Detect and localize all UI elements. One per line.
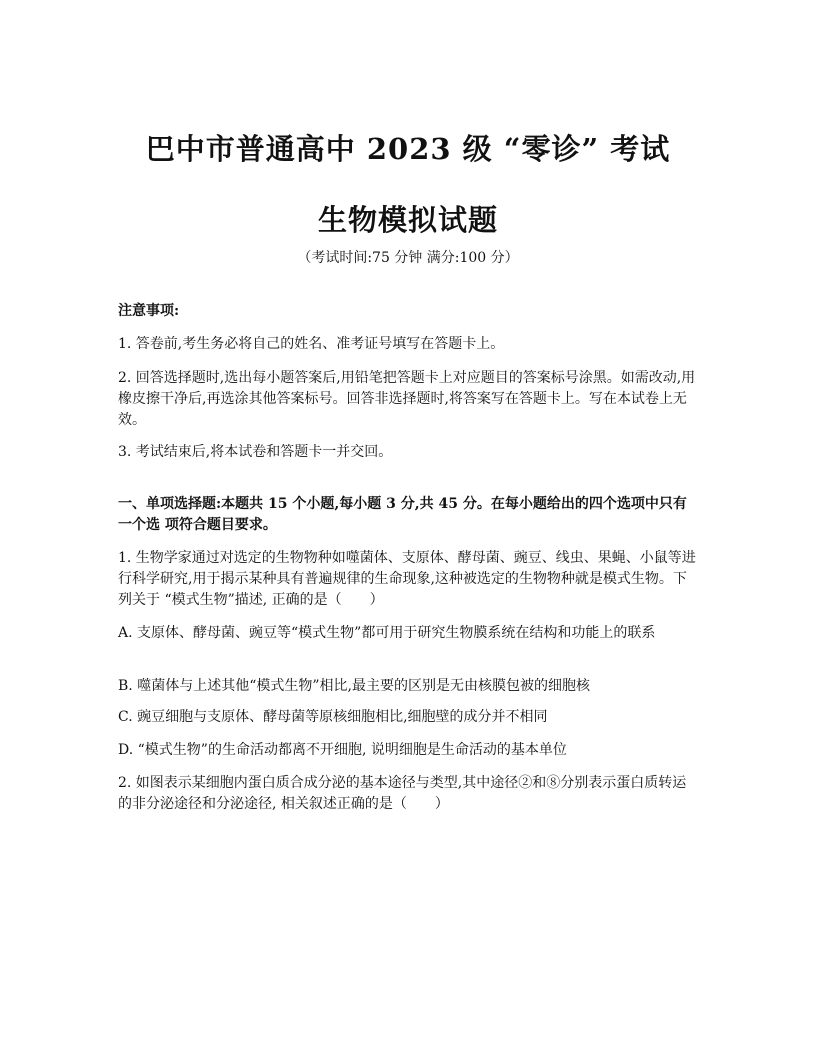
notice-item-2: 2. 回答选择题时,选出每小题答案后,用铅笔把答题卡上对应题目的答案标号涂黑。如需改动,用橡皮擦干净后,再选涂其他答案标号。回答非选择题时,将答案写在答题卡上。写在本试卷上无效。 [118,370,696,428]
question-1-option-b: B. 噬菌体与上述其他“模式生物”相比,最主要的区别是无由核膜包被的细胞核 [118,678,590,694]
notice-item-3: 3. 考试结束后,将本试卷和答题卡一并交回。 [118,444,393,460]
question-1-option-c: C. 豌豆细胞与支原体、酵母菌等原核细胞相比,细胞壁的成分并不相同 [118,709,548,725]
exam-time-score: （考试时间:75 分钟 满分:100 分） [297,250,519,266]
exam-subtitle: 生物模拟试题 [317,203,498,237]
question-1-option-a: A. 支原体、酵母菌、豌豆等“模式生物”都可用于研究生物膜系统在结构和功能上的联系 [118,625,656,641]
notice-heading: 注意事项: [118,303,180,319]
question-1-stem: 1. 生物学家通过对选定的生物物种如噬菌体、支原体、酵母菌、豌豆、线虫、果蝇、小鼠等进行科学研究,用于揭示某种具有普遍规律的生命现象,这种被选定的生物物种就是模式生物。下列关于 “模式生物”描述, 正确的是（ ） [118,550,696,608]
question-1-option-d: D. “模式生物”的生命活动都离不开细胞, 说明细胞是生命活动的基本单位 [118,742,567,758]
section-1-heading: 一、单项选择题:本题共 15 个小题,每小题 3 分,共 45 分。在每小题给出的四个选项中只有一个选 项符合题目要求。 [118,496,687,533]
question-2-stem: 2. 如图表示某细胞内蛋白质合成分泌的基本途径与类型,其中途径②和⑧分别表示蛋白质转运的非分泌途径和分泌途径, 相关叙述正确的是（ ） [118,775,687,812]
exam-title: 巴中市普通高中 2023 级 “零诊” 考试 [145,132,671,166]
notice-item-1: 1. 答卷前,考生务必将自己的姓名、准考证号填写在答题卡上。 [118,336,505,352]
